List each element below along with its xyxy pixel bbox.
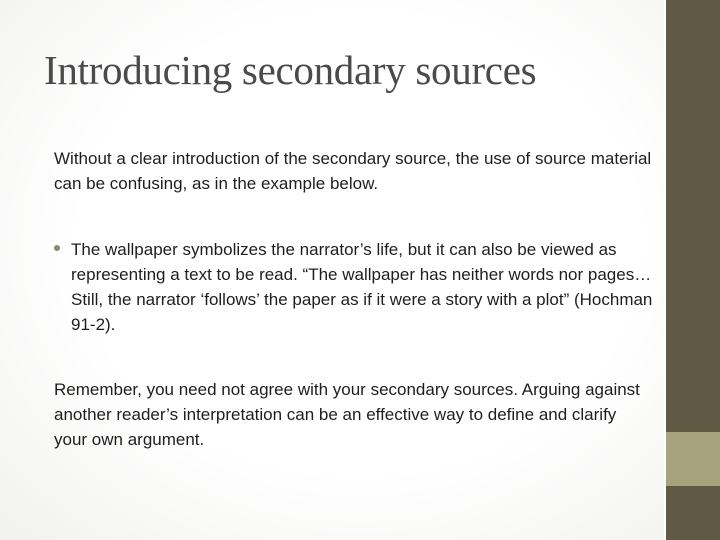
bullet-text: The wallpaper symbolizes the narrator’s life, but it can also be viewed as representing a text to be read. “The wallpaper has neither words nor pages… Still, the narrator ‘follows’ the paper as if it were a story with a plot” (Hochman 91-2). [71, 240, 653, 334]
bullet-item [54, 237, 654, 337]
slide-title: Introducing secondary sources [44, 47, 537, 93]
sidebar-accent-block [666, 432, 720, 486]
closing-paragraph: Remember, you need not agree with your secondary sources. Arguing against another reader’s interpretation can be an effective way to define and clarify your own argument. [54, 380, 640, 449]
intro-paragraph: Without a clear introduction of the secondary source, the use of source material can be confusing, as in the example below. [54, 149, 652, 193]
bullet-icon [54, 245, 60, 251]
